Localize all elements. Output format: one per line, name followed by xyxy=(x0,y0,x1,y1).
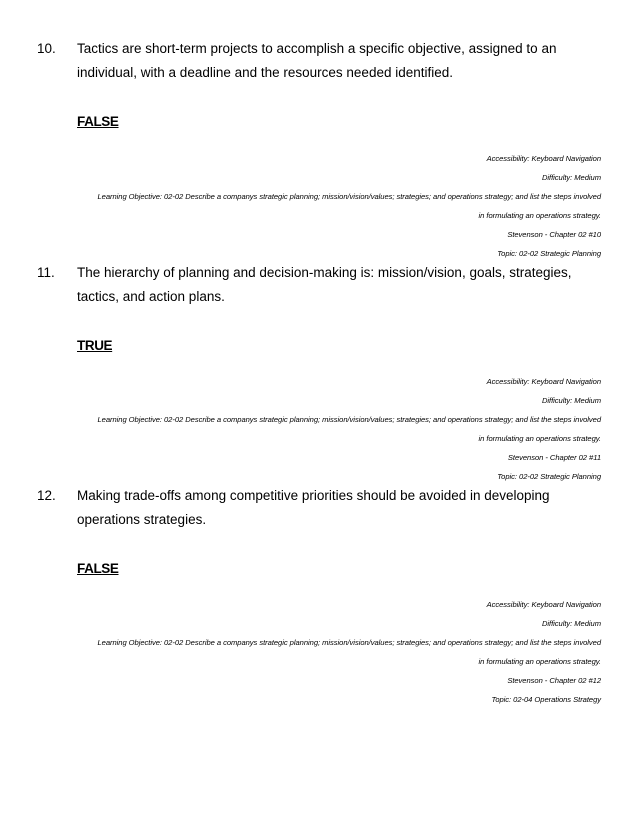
question-number: 11. xyxy=(37,265,55,280)
meta-source: Stevenson - Chapter 02 #10 xyxy=(507,230,601,239)
answer-label: TRUE xyxy=(77,338,113,353)
meta-topic: Topic: 02-02 Strategic Planning xyxy=(497,472,601,481)
meta-objective-line2: in formulating an operations strategy. xyxy=(478,434,601,443)
question-text: Tactics are short-term projects to accomplish a specific objective, assigned to an individual, with a deadline and the resources needed identified. xyxy=(77,41,557,80)
question-number: 10. xyxy=(37,41,56,56)
question-metadata xyxy=(21,372,601,486)
question-text: Making trade-offs among competitive priorities should be avoided in developing operations strategies. xyxy=(77,488,550,527)
question-metadata xyxy=(21,595,601,709)
meta-objective-line1: Learning Objective: 02-02 Describe a companys strategic planning; mission/vision/values; strategies; and operations strategy; and list the steps involved xyxy=(97,192,601,201)
meta-source: Stevenson - Chapter 02 #12 xyxy=(507,676,601,685)
meta-difficulty: Difficulty: Medium xyxy=(541,173,601,182)
answer-label: FALSE xyxy=(77,114,119,129)
meta-accessibility: Accessibility: Keyboard Navigation xyxy=(486,154,601,163)
meta-objective-line2: in formulating an operations strategy. xyxy=(478,657,601,666)
meta-objective-line2: in formulating an operations strategy. xyxy=(478,211,601,220)
meta-topic: Topic: 02-04 Operations Strategy xyxy=(491,695,601,704)
meta-difficulty: Difficulty: Medium xyxy=(541,619,601,628)
meta-difficulty: Difficulty: Medium xyxy=(541,396,601,405)
meta-source: Stevenson - Chapter 02 #11 xyxy=(507,453,601,462)
question-text: The hierarchy of planning and decision-making is: mission/vision, goals, strategies, tactics, and action plans. xyxy=(77,265,572,304)
meta-objective-line1: Learning Objective: 02-02 Describe a companys strategic planning; mission/vision/values; strategies; and operations strategy; and list the steps involved xyxy=(97,638,601,647)
meta-objective-line1: Learning Objective: 02-02 Describe a companys strategic planning; mission/vision/values; strategies; and operations strategy; and list the steps involved xyxy=(97,415,601,424)
meta-accessibility: Accessibility: Keyboard Navigation xyxy=(486,377,601,386)
meta-topic: Topic: 02-02 Strategic Planning xyxy=(497,249,601,258)
meta-accessibility: Accessibility: Keyboard Navigation xyxy=(486,600,601,609)
question-number: 12. xyxy=(37,488,56,503)
answer-label: FALSE xyxy=(77,561,119,576)
question-metadata xyxy=(21,149,601,263)
